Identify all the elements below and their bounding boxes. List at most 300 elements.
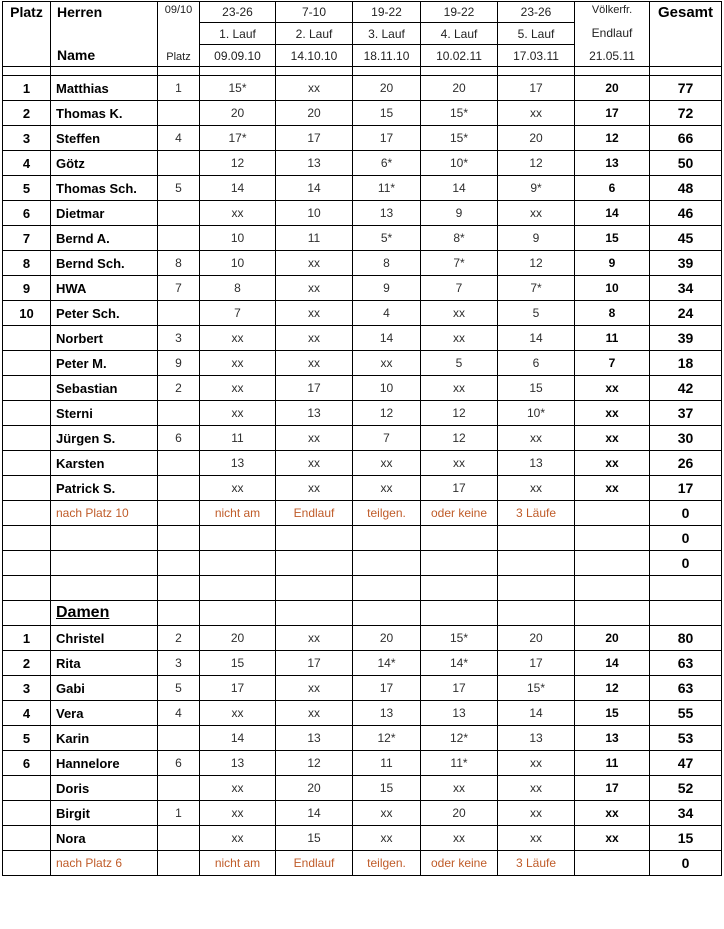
result-row bbox=[3, 676, 722, 701]
cell-rank bbox=[3, 826, 51, 851]
cell-run1 bbox=[200, 601, 276, 626]
header-name bbox=[51, 2, 158, 67]
spacer-cell bbox=[575, 67, 650, 76]
cell-run5: 20 bbox=[498, 626, 575, 651]
cell-run5: 13 bbox=[498, 726, 575, 751]
cell-run4: 10* bbox=[421, 151, 498, 176]
cell-run3: 13 bbox=[353, 701, 421, 726]
season-label: 09/10 bbox=[164, 4, 193, 16]
cell-run1 bbox=[200, 526, 276, 551]
cell-run4: 14 bbox=[421, 176, 498, 201]
cell-season-rank bbox=[158, 526, 200, 551]
cell-total: 72 bbox=[650, 101, 722, 126]
cell-run5: 3 Läufe bbox=[498, 851, 575, 876]
result-row bbox=[3, 776, 722, 801]
cell-run4: 17 bbox=[421, 476, 498, 501]
cell-run5: xx bbox=[498, 826, 575, 851]
cell-run2: 10 bbox=[276, 201, 353, 226]
cell-run2 bbox=[276, 526, 353, 551]
cell-final: 6 bbox=[575, 176, 650, 201]
result-row bbox=[3, 376, 722, 401]
spacer-cell bbox=[51, 67, 158, 76]
cell-final: xx bbox=[575, 451, 650, 476]
cell-rank bbox=[3, 801, 51, 826]
header-run5-date: 17.03.11 bbox=[498, 45, 575, 67]
cell-run2: xx bbox=[276, 676, 353, 701]
cell-run4: oder keine bbox=[421, 501, 498, 526]
cell-run5: 3 Läufe bbox=[498, 501, 575, 526]
cell-run3: 17 bbox=[353, 676, 421, 701]
cell-run2: 12 bbox=[276, 751, 353, 776]
cell-run2: xx bbox=[276, 76, 353, 101]
cell-season-rank bbox=[158, 851, 200, 876]
cell-name bbox=[51, 576, 158, 601]
cell-total: 17 bbox=[650, 476, 722, 501]
cell-run4 bbox=[421, 576, 498, 601]
cell-run5: xx bbox=[498, 101, 575, 126]
cell-run4: 13 bbox=[421, 701, 498, 726]
cell-run2: xx bbox=[276, 701, 353, 726]
cell-total: 26 bbox=[650, 451, 722, 476]
cell-rank bbox=[3, 351, 51, 376]
cell-season-rank: 5 bbox=[158, 676, 200, 701]
cell-run4: 15* bbox=[421, 101, 498, 126]
header-run5-label: 5. Lauf bbox=[498, 23, 575, 45]
cell-season-rank bbox=[158, 501, 200, 526]
zero-row bbox=[3, 551, 722, 576]
cell-run4: 14* bbox=[421, 651, 498, 676]
cell-run3: xx bbox=[353, 351, 421, 376]
cell-run2: 13 bbox=[276, 151, 353, 176]
result-row bbox=[3, 126, 722, 151]
cell-season-rank bbox=[158, 451, 200, 476]
cell-run4: 9 bbox=[421, 201, 498, 226]
cell-run3: 14* bbox=[353, 651, 421, 676]
result-row bbox=[3, 801, 722, 826]
cell-run3: 20 bbox=[353, 76, 421, 101]
cell-name bbox=[51, 551, 158, 576]
cell-run1: xx bbox=[200, 701, 276, 726]
cell-total: 30 bbox=[650, 426, 722, 451]
cell-total: 45 bbox=[650, 226, 722, 251]
cell-run5: xx bbox=[498, 776, 575, 801]
cell-run2: xx bbox=[276, 301, 353, 326]
cell-run3: 12 bbox=[353, 401, 421, 426]
cell-total: 77 bbox=[650, 76, 722, 101]
cell-rank: 2 bbox=[3, 101, 51, 126]
cell-run1: xx bbox=[200, 476, 276, 501]
cell-run3: xx bbox=[353, 801, 421, 826]
cell-run2: 14 bbox=[276, 176, 353, 201]
cell-run1: nicht am bbox=[200, 851, 276, 876]
cell-run2: Endlauf bbox=[276, 851, 353, 876]
cell-rank bbox=[3, 426, 51, 451]
cell-run5: 12 bbox=[498, 151, 575, 176]
cell-run4 bbox=[421, 551, 498, 576]
cell-rank bbox=[3, 451, 51, 476]
cell-run3: 10 bbox=[353, 376, 421, 401]
cell-final: 17 bbox=[575, 776, 650, 801]
header-run1-range: 23-26 bbox=[200, 2, 276, 23]
cell-season-rank: 1 bbox=[158, 801, 200, 826]
cell-run5: 17 bbox=[498, 651, 575, 676]
cell-total: 47 bbox=[650, 751, 722, 776]
group-label: Herren bbox=[57, 4, 103, 20]
spacer-cell bbox=[421, 67, 498, 76]
cell-run1: xx bbox=[200, 351, 276, 376]
cell-run3: 17 bbox=[353, 126, 421, 151]
header-row-1 bbox=[3, 2, 722, 23]
cell-run2: 17 bbox=[276, 376, 353, 401]
cell-run4: 7* bbox=[421, 251, 498, 276]
cell-run1: 8 bbox=[200, 276, 276, 301]
cell-season-rank: 2 bbox=[158, 626, 200, 651]
cell-season-rank: 4 bbox=[158, 126, 200, 151]
cell-run4: xx bbox=[421, 826, 498, 851]
cell-final bbox=[575, 851, 650, 876]
header-run2-label: 2. Lauf bbox=[276, 23, 353, 45]
cell-run4: xx bbox=[421, 376, 498, 401]
cell-run2: xx bbox=[276, 276, 353, 301]
cell-season-rank bbox=[158, 826, 200, 851]
cell-run3: teilgen. bbox=[353, 501, 421, 526]
cell-run1: 17 bbox=[200, 676, 276, 701]
cell-name: Bernd A. bbox=[51, 226, 158, 251]
results-body bbox=[3, 76, 722, 876]
cell-name: Bernd Sch. bbox=[51, 251, 158, 276]
cell-total: 39 bbox=[650, 251, 722, 276]
cell-total: 66 bbox=[650, 126, 722, 151]
cell-season-rank bbox=[158, 601, 200, 626]
cell-season-rank: 6 bbox=[158, 426, 200, 451]
cell-final: 17 bbox=[575, 101, 650, 126]
result-row bbox=[3, 301, 722, 326]
cell-final: 13 bbox=[575, 151, 650, 176]
cell-rank: 1 bbox=[3, 626, 51, 651]
cell-final: 11 bbox=[575, 751, 650, 776]
cell-season-rank: 4 bbox=[158, 701, 200, 726]
section-title-row bbox=[3, 601, 722, 626]
header-season bbox=[158, 2, 200, 67]
cell-run1: 7 bbox=[200, 301, 276, 326]
spacer-cell bbox=[200, 67, 276, 76]
cell-run2 bbox=[276, 576, 353, 601]
cell-season-rank bbox=[158, 226, 200, 251]
cell-run2: 14 bbox=[276, 801, 353, 826]
cell-final: xx bbox=[575, 426, 650, 451]
cell-total: 46 bbox=[650, 201, 722, 226]
result-row bbox=[3, 626, 722, 651]
cell-season-rank bbox=[158, 476, 200, 501]
gesamt-label: Gesamt bbox=[657, 4, 714, 21]
cell-run5 bbox=[498, 576, 575, 601]
cell-season-rank: 8 bbox=[158, 251, 200, 276]
cell-run3: 14 bbox=[353, 326, 421, 351]
cell-run5: xx bbox=[498, 426, 575, 451]
cell-run2: 15 bbox=[276, 826, 353, 851]
result-row bbox=[3, 201, 722, 226]
cell-rank bbox=[3, 601, 51, 626]
cell-total: 0 bbox=[650, 851, 722, 876]
cell-name: Steffen bbox=[51, 126, 158, 151]
cell-run1: nicht am bbox=[200, 501, 276, 526]
header-run2-range: 7-10 bbox=[276, 2, 353, 23]
cell-name: Christel bbox=[51, 626, 158, 651]
cell-run5 bbox=[498, 551, 575, 576]
cell-run1: xx bbox=[200, 401, 276, 426]
cell-total: 63 bbox=[650, 651, 722, 676]
spacer-cell bbox=[353, 67, 421, 76]
cell-run2: 20 bbox=[276, 101, 353, 126]
cell-name: Peter M. bbox=[51, 351, 158, 376]
cell-total: 34 bbox=[650, 801, 722, 826]
cell-run3: 13 bbox=[353, 201, 421, 226]
cell-rank: 4 bbox=[3, 701, 51, 726]
cell-final bbox=[575, 551, 650, 576]
results-table bbox=[2, 1, 722, 876]
cell-run5: xx bbox=[498, 201, 575, 226]
cell-total: 52 bbox=[650, 776, 722, 801]
cell-name: Norbert bbox=[51, 326, 158, 351]
cell-run5: 9* bbox=[498, 176, 575, 201]
header-run3-date: 18.11.10 bbox=[353, 45, 421, 67]
cell-run4: xx bbox=[421, 301, 498, 326]
header-platz bbox=[3, 2, 51, 67]
cell-run4: 8* bbox=[421, 226, 498, 251]
spacer-cell bbox=[276, 67, 353, 76]
cell-rank: 3 bbox=[3, 126, 51, 151]
cell-season-rank: 7 bbox=[158, 276, 200, 301]
cell-name: HWA bbox=[51, 276, 158, 301]
cell-rank: 5 bbox=[3, 176, 51, 201]
header-run1-date: 09.09.10 bbox=[200, 45, 276, 67]
cell-final: 9 bbox=[575, 251, 650, 276]
cell-run3: 8 bbox=[353, 251, 421, 276]
cell-run3: xx bbox=[353, 451, 421, 476]
cell-total: 0 bbox=[650, 551, 722, 576]
cell-final: 8 bbox=[575, 301, 650, 326]
cell-season-rank bbox=[158, 151, 200, 176]
cell-name: Karin bbox=[51, 726, 158, 751]
cell-run3: 12* bbox=[353, 726, 421, 751]
cell-run4: 17 bbox=[421, 676, 498, 701]
cell-season-rank bbox=[158, 401, 200, 426]
cell-run3: 15 bbox=[353, 101, 421, 126]
cell-run3: 11 bbox=[353, 751, 421, 776]
cell-rank bbox=[3, 576, 51, 601]
cell-final: 7 bbox=[575, 351, 650, 376]
cell-total: 80 bbox=[650, 626, 722, 651]
cell-final: 20 bbox=[575, 76, 650, 101]
cell-run1: 20 bbox=[200, 626, 276, 651]
cell-final: 20 bbox=[575, 626, 650, 651]
cell-run2: xx bbox=[276, 426, 353, 451]
cell-total: 37 bbox=[650, 401, 722, 426]
cell-total: 48 bbox=[650, 176, 722, 201]
header-gesamt bbox=[650, 2, 722, 67]
cell-run3: 6* bbox=[353, 151, 421, 176]
cell-rank bbox=[3, 776, 51, 801]
cell-run3 bbox=[353, 576, 421, 601]
cell-run1: 15* bbox=[200, 76, 276, 101]
cell-rank bbox=[3, 401, 51, 426]
result-row bbox=[3, 476, 722, 501]
result-row bbox=[3, 176, 722, 201]
cell-run4: 15* bbox=[421, 126, 498, 151]
cell-total: 42 bbox=[650, 376, 722, 401]
cell-final bbox=[575, 501, 650, 526]
cell-total bbox=[650, 601, 722, 626]
cell-run4: 12 bbox=[421, 401, 498, 426]
result-row bbox=[3, 401, 722, 426]
cell-run5: 15 bbox=[498, 376, 575, 401]
cell-run1: xx bbox=[200, 376, 276, 401]
spacer-cell bbox=[3, 67, 51, 76]
cell-run3 bbox=[353, 601, 421, 626]
result-row bbox=[3, 751, 722, 776]
spacer-row bbox=[3, 576, 722, 601]
result-row bbox=[3, 326, 722, 351]
cell-final: xx bbox=[575, 801, 650, 826]
cell-run2: 13 bbox=[276, 401, 353, 426]
cell-run4: 20 bbox=[421, 801, 498, 826]
cell-rank bbox=[3, 326, 51, 351]
cell-run1: 17* bbox=[200, 126, 276, 151]
cell-run1: 14 bbox=[200, 726, 276, 751]
cell-rank: 3 bbox=[3, 676, 51, 701]
cell-total: 63 bbox=[650, 676, 722, 701]
cell-name: Patrick S. bbox=[51, 476, 158, 501]
cell-season-rank bbox=[158, 726, 200, 751]
cell-season-rank: 3 bbox=[158, 651, 200, 676]
header-run1-label: 1. Lauf bbox=[200, 23, 276, 45]
result-row bbox=[3, 76, 722, 101]
cell-run2 bbox=[276, 551, 353, 576]
cell-run3: 15 bbox=[353, 776, 421, 801]
cell-rank bbox=[3, 851, 51, 876]
cell-final: 14 bbox=[575, 651, 650, 676]
cell-rank: 6 bbox=[3, 201, 51, 226]
result-row bbox=[3, 151, 722, 176]
cell-run3 bbox=[353, 526, 421, 551]
result-row bbox=[3, 226, 722, 251]
result-row bbox=[3, 701, 722, 726]
cell-rank bbox=[3, 501, 51, 526]
note-row bbox=[3, 851, 722, 876]
cell-run1: 13 bbox=[200, 751, 276, 776]
header-run4-label: 4. Lauf bbox=[421, 23, 498, 45]
cell-total: 53 bbox=[650, 726, 722, 751]
cell-rank bbox=[3, 551, 51, 576]
cell-season-rank: 9 bbox=[158, 351, 200, 376]
cell-run1: 15 bbox=[200, 651, 276, 676]
cell-season-rank: 3 bbox=[158, 326, 200, 351]
cell-final bbox=[575, 526, 650, 551]
cell-run1: 10 bbox=[200, 226, 276, 251]
cell-run4 bbox=[421, 601, 498, 626]
cell-run5: 7* bbox=[498, 276, 575, 301]
cell-run2: 13 bbox=[276, 726, 353, 751]
cell-run5: xx bbox=[498, 476, 575, 501]
cell-run4: xx bbox=[421, 451, 498, 476]
cell-name: Hannelore bbox=[51, 751, 158, 776]
cell-total: 0 bbox=[650, 501, 722, 526]
cell-total: 34 bbox=[650, 276, 722, 301]
cell-rank: 1 bbox=[3, 76, 51, 101]
cell-run4: 15* bbox=[421, 626, 498, 651]
cell-total: 55 bbox=[650, 701, 722, 726]
cell-run1: xx bbox=[200, 326, 276, 351]
header-run5-range: 23-26 bbox=[498, 2, 575, 23]
cell-name: nach Platz 10 bbox=[51, 501, 158, 526]
cell-run1: xx bbox=[200, 801, 276, 826]
cell-name: Rita bbox=[51, 651, 158, 676]
cell-season-rank bbox=[158, 576, 200, 601]
cell-run4: oder keine bbox=[421, 851, 498, 876]
cell-final: 10 bbox=[575, 276, 650, 301]
cell-run4: 11* bbox=[421, 751, 498, 776]
cell-run1: 11 bbox=[200, 426, 276, 451]
cell-name: Karsten bbox=[51, 451, 158, 476]
cell-run4: 12 bbox=[421, 426, 498, 451]
final-date: 21.05.11 bbox=[589, 49, 635, 63]
cell-name: Dietmar bbox=[51, 201, 158, 226]
cell-run3: 20 bbox=[353, 626, 421, 651]
cell-run4: xx bbox=[421, 776, 498, 801]
cell-run4: 12* bbox=[421, 726, 498, 751]
cell-run2: xx bbox=[276, 326, 353, 351]
result-row bbox=[3, 426, 722, 451]
header-run4-date: 10.02.11 bbox=[421, 45, 498, 67]
cell-rank: 4 bbox=[3, 151, 51, 176]
cell-run2: xx bbox=[276, 451, 353, 476]
final-line2: Endlauf bbox=[591, 25, 633, 40]
cell-run5: 15* bbox=[498, 676, 575, 701]
cell-season-rank: 6 bbox=[158, 751, 200, 776]
cell-total: 50 bbox=[650, 151, 722, 176]
cell-name: Thomas Sch. bbox=[51, 176, 158, 201]
cell-run3: 11* bbox=[353, 176, 421, 201]
cell-total bbox=[650, 576, 722, 601]
result-row bbox=[3, 351, 722, 376]
cell-rank: 10 bbox=[3, 301, 51, 326]
cell-run5: xx bbox=[498, 801, 575, 826]
cell-final bbox=[575, 576, 650, 601]
cell-run3: teilgen. bbox=[353, 851, 421, 876]
spacer-cell bbox=[650, 67, 722, 76]
cell-run2 bbox=[276, 601, 353, 626]
header-run3-label: 3. Lauf bbox=[353, 23, 421, 45]
cell-name: Matthias bbox=[51, 76, 158, 101]
cell-rank: 5 bbox=[3, 726, 51, 751]
cell-run2: 20 bbox=[276, 776, 353, 801]
cell-final: 15 bbox=[575, 226, 650, 251]
note-row bbox=[3, 501, 722, 526]
cell-final: 12 bbox=[575, 676, 650, 701]
cell-rank: 6 bbox=[3, 751, 51, 776]
cell-final: xx bbox=[575, 401, 650, 426]
cell-run2: 17 bbox=[276, 651, 353, 676]
cell-run4: xx bbox=[421, 326, 498, 351]
cell-run2: xx bbox=[276, 251, 353, 276]
spacer-row-thin bbox=[3, 67, 722, 76]
season-sub-label: Platz bbox=[166, 51, 191, 63]
platz-label: Platz bbox=[10, 4, 43, 20]
header-run3-range: 19-22 bbox=[353, 2, 421, 23]
cell-name: Thomas K. bbox=[51, 101, 158, 126]
result-row bbox=[3, 101, 722, 126]
header-run2-date: 14.10.10 bbox=[276, 45, 353, 67]
